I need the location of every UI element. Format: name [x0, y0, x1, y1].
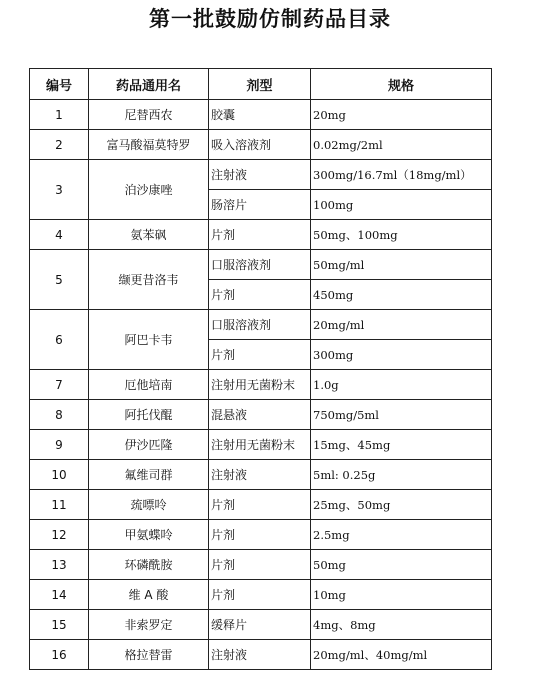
cell-number: 9 — [30, 430, 89, 460]
cell-number: 13 — [30, 550, 89, 580]
cell-specification: 450mg — [311, 280, 492, 310]
page-title: 第一批鼓励仿制药品目录 — [149, 6, 391, 31]
cell-dosage-form: 片剂 — [209, 490, 311, 520]
cell-drug-name: 巯嘌呤 — [89, 490, 209, 520]
cell-dosage-form: 注射用无菌粉末 — [209, 430, 311, 460]
table-row — [30, 580, 492, 610]
table-row — [30, 490, 492, 520]
cell-dosage-form: 注射液 — [209, 640, 311, 670]
cell-number: 10 — [30, 460, 89, 490]
cell-number: 3 — [30, 160, 89, 220]
table-row — [30, 460, 492, 490]
cell-dosage-form: 注射液 — [209, 160, 311, 190]
cell-number: 7 — [30, 370, 89, 400]
cell-drug-name: 厄他培南 — [89, 370, 209, 400]
cell-drug-name: 阿巴卡韦 — [89, 310, 209, 370]
cell-dosage-form: 口服溶液剂 — [209, 310, 311, 340]
cell-drug-name: 阿托伐醌 — [89, 400, 209, 430]
cell-specification: 25mg、50mg — [311, 490, 492, 520]
cell-dosage-form: 片剂 — [209, 280, 311, 310]
cell-dosage-form: 混悬液 — [209, 400, 311, 430]
cell-drug-name: 格拉替雷 — [89, 640, 209, 670]
cell-number: 11 — [30, 490, 89, 520]
cell-number: 6 — [30, 310, 89, 370]
cell-dosage-form: 片剂 — [209, 340, 311, 370]
table-row — [30, 640, 492, 670]
table-row — [30, 220, 492, 250]
cell-specification: 5ml: 0.25g — [311, 460, 492, 490]
cell-drug-name: 富马酸福莫特罗 — [89, 130, 209, 160]
cell-dosage-form: 口服溶液剂 — [209, 250, 311, 280]
cell-dosage-form: 片剂 — [209, 520, 311, 550]
cell-dosage-form: 肠溶片 — [209, 190, 311, 220]
cell-specification: 750mg/5ml — [311, 400, 492, 430]
cell-specification: 50mg — [311, 550, 492, 580]
cell-dosage-form: 注射用无菌粉末 — [209, 370, 311, 400]
cell-number: 15 — [30, 610, 89, 640]
table-body — [30, 100, 492, 670]
cell-specification: 20mg/ml、40mg/ml — [311, 640, 492, 670]
header-number: 编号 — [30, 69, 89, 100]
table-row — [30, 550, 492, 580]
cell-drug-name: 维 A 酸 — [89, 580, 209, 610]
drug-catalog-table — [29, 68, 492, 670]
cell-dosage-form: 吸入溶液剂 — [209, 130, 311, 160]
table-row — [30, 610, 492, 640]
cell-dosage-form: 缓释片 — [209, 610, 311, 640]
cell-specification: 50mg/ml — [311, 250, 492, 280]
cell-specification: 100mg — [311, 190, 492, 220]
cell-drug-name: 氨苯砜 — [89, 220, 209, 250]
cell-drug-name: 尼替西农 — [89, 100, 209, 130]
cell-number: 4 — [30, 220, 89, 250]
cell-drug-name: 甲氨蝶呤 — [89, 520, 209, 550]
cell-specification: 2.5mg — [311, 520, 492, 550]
cell-drug-name: 伊沙匹隆 — [89, 430, 209, 460]
table-row — [30, 160, 492, 190]
table-row — [30, 250, 492, 280]
cell-specification: 0.02mg/2ml — [311, 130, 492, 160]
cell-specification: 300mg — [311, 340, 492, 370]
cell-dosage-form: 胶囊 — [209, 100, 311, 130]
header-dosage-form: 剂型 — [209, 69, 311, 100]
cell-number: 12 — [30, 520, 89, 550]
cell-specification: 10mg — [311, 580, 492, 610]
cell-specification: 20mg/ml — [311, 310, 492, 340]
cell-specification: 20mg — [311, 100, 492, 130]
cell-drug-name: 氟维司群 — [89, 460, 209, 490]
cell-dosage-form: 片剂 — [209, 550, 311, 580]
cell-specification: 15mg、45mg — [311, 430, 492, 460]
cell-number: 2 — [30, 130, 89, 160]
table-row — [30, 400, 492, 430]
cell-drug-name: 泊沙康唑 — [89, 160, 209, 220]
table-row — [30, 370, 492, 400]
table-row — [30, 310, 492, 340]
cell-specification: 50mg、100mg — [311, 220, 492, 250]
table-header-row — [30, 69, 492, 100]
cell-number: 8 — [30, 400, 89, 430]
header-specification: 规格 — [311, 69, 492, 100]
header-drug-name: 药品通用名 — [89, 69, 209, 100]
cell-dosage-form: 片剂 — [209, 580, 311, 610]
table-row — [30, 100, 492, 130]
cell-dosage-form: 注射液 — [209, 460, 311, 490]
cell-dosage-form: 片剂 — [209, 220, 311, 250]
cell-number: 16 — [30, 640, 89, 670]
cell-specification: 4mg、8mg — [311, 610, 492, 640]
table-row — [30, 430, 492, 460]
table-row — [30, 520, 492, 550]
table-row — [30, 130, 492, 160]
cell-drug-name: 缬更昔洛韦 — [89, 250, 209, 310]
cell-specification: 300mg/16.7ml（18mg/ml） — [311, 160, 492, 190]
cell-number: 1 — [30, 100, 89, 130]
cell-number: 5 — [30, 250, 89, 310]
cell-drug-name: 非索罗定 — [89, 610, 209, 640]
cell-number: 14 — [30, 580, 89, 610]
cell-specification: 1.0g — [311, 370, 492, 400]
cell-drug-name: 环磷酰胺 — [89, 550, 209, 580]
